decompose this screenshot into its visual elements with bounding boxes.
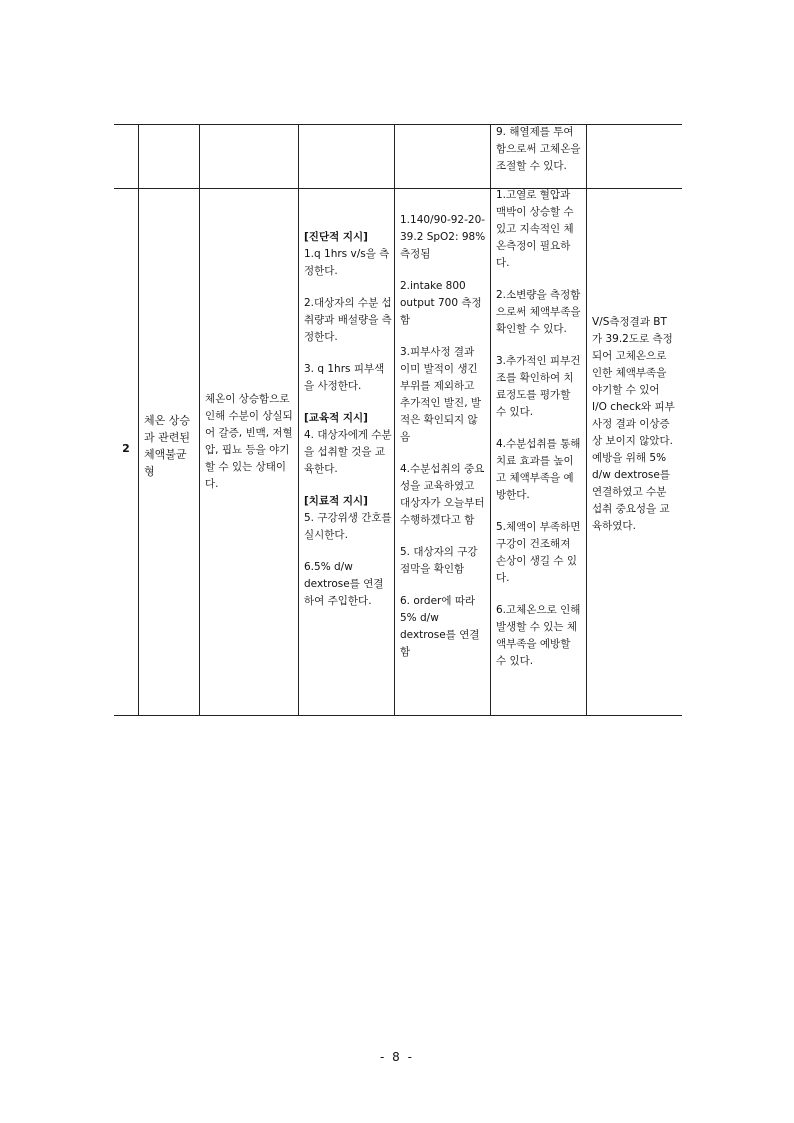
intervention-heading: [진단적 지시]	[304, 231, 368, 243]
rationale-item: 2.소변량을 측정함으로써 체액부족을 확인할 수 있다.	[496, 289, 581, 335]
implementation-item: 2.intake 800 output 700 측정함	[400, 280, 482, 326]
implementation-cell	[400, 212, 486, 676]
implementation-item: 4.수분섭취의 중요성을 교육하였고 대상자가 오늘부터 수행하겠다고 함	[400, 463, 485, 526]
column-divider	[490, 124, 491, 716]
rationale-item: 3.추가적인 피부건조를 확인하여 치료정도를 평가할 수 있다.	[496, 355, 581, 418]
intervention-item: 2.대상자의 수분 섭취량과 배설량을 측정한다.	[304, 297, 392, 343]
column-divider	[138, 124, 139, 716]
rationale-item: 6.고체온으로 인해 발생할 수 있는 체액부족을 예방할 수 있다.	[496, 604, 581, 667]
intervention-item: 4. 대상자에게 수분을 섭취할 것을 교육한다.	[304, 429, 392, 475]
continued-rationale-text: 9. 해열제를 투여함으로써 고체온을 조절할 수 있다.	[496, 126, 581, 172]
implementation-item: 5. 대상자의 구강점막을 확인함	[400, 546, 478, 575]
implementation-item: 1.140/90-92-20-39.2 SpO2: 98% 측정됨	[400, 214, 486, 260]
column-divider	[199, 124, 200, 716]
intervention-item: 6.5% d/w dextrose를 연결 하여 주입한다.	[304, 561, 384, 607]
column-divider	[298, 124, 299, 716]
evaluation-text: V/S측정결과 BT가 39.2도로 측정되어 고체온으로 인한 체액부족을 야기할 수 있어 I/O check와 피부사정 결과 이상증상 보이지 않았다. 예방을 위해 5% d/w dextrose를 연결하였고 수분섭취 중요성을 교육하였다.	[592, 316, 675, 532]
intervention-item: 1.q 1hrs v/s을 측정한다.	[304, 248, 390, 277]
column-divider	[394, 124, 395, 716]
implementation-item: 3.피부사정 결과 이미 발적이 생긴부위를 제외하고 추가적인 발진, 발적은 확인되지 않음	[400, 346, 482, 443]
assessment-cell	[205, 391, 295, 493]
rationale-item: 4.수분섭취를 통해 치료 효과를 높이고 체액부족을 예방한다.	[496, 438, 581, 501]
rationale-item: 1.고열로 혈압과 맥박이 상승할 수 있고 지속적인 체온측정이 필요하다.	[496, 189, 574, 269]
row-number: 2	[122, 442, 130, 455]
assessment-text: 체온이 상승함으로 인해 수분이 상실되어 갈증, 빈맥, 저혈압, 핍뇨 등을 야기할 수 있는 상태이다.	[205, 393, 293, 490]
intervention-item: 3. q 1hrs 피부색을 사정한다.	[304, 363, 385, 392]
intervention-heading: [교육적 지시]	[304, 412, 368, 424]
evaluation-cell	[592, 314, 676, 535]
page-number: - 8 -	[380, 1050, 414, 1064]
interventions-cell	[304, 229, 392, 625]
rationale-cell	[496, 187, 582, 685]
column-divider	[586, 124, 587, 716]
diagnosis-text: 체온 상승과 관련된 체액불균형	[144, 414, 191, 478]
rationale-item: 5.체액이 부족하면 구강이 건조해져 손상이 생길 수 있다.	[496, 521, 581, 584]
continued-rationale-cell	[496, 124, 582, 175]
intervention-heading: [치료적 지시]	[304, 495, 368, 507]
implementation-item: 6. order에 따라 5% d/w dextrose를 연결함	[400, 595, 480, 658]
intervention-item: 5. 구강위생 간호를 실시한다.	[304, 512, 392, 541]
diagnosis-cell	[144, 412, 194, 480]
